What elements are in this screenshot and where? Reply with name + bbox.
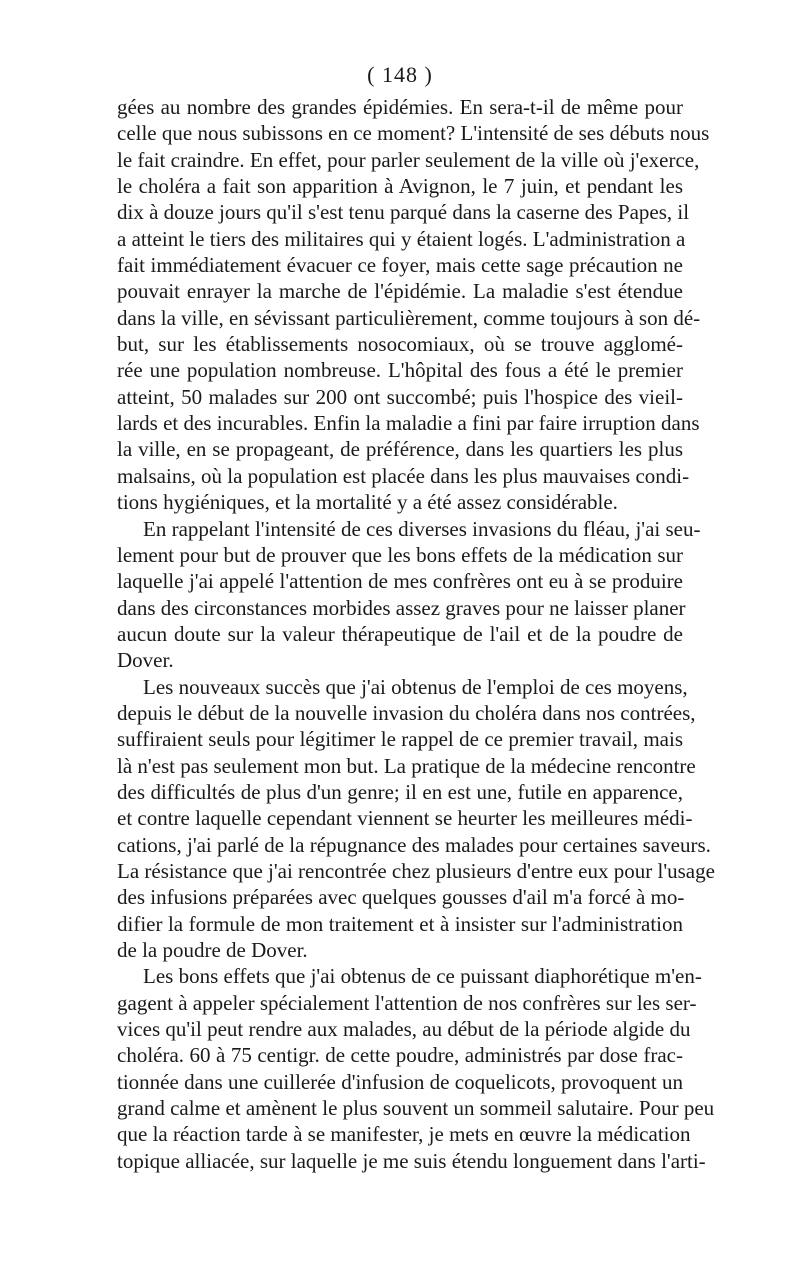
text-line: depuis le début de la nouvelle invasion du choléra dans nos contrées, [117,700,696,725]
page-number: ( 148 ) [367,62,433,87]
text-line: laquelle j'ai appelé l'attention de mes confrères ont eu à se produire [117,569,683,594]
text-line: gées au nombre des grandes épidémies. En sera-t-il de même pour [117,95,683,119]
text-line: des infusions préparées avec quelques gousses d'ail m'a forcé à mo- [117,885,685,910]
text-line: le fait craindre. En effet, pour parler seulement de la ville où j'exerce, [117,147,700,172]
text-line: que la réaction tarde à se manifester, je mets en œuvre la médication [117,1122,691,1147]
text-line: choléra. 60 à 75 centigr. de cette poudre, administrés par dose frac- [117,1043,683,1068]
text-line: La résistance que j'ai rencontrée chez plusieurs d'entre eux pour l'usage [117,858,715,883]
text-line: malsains, où la population est placée dans les plus mauvaises condi- [117,463,690,488]
text-line: cations, j'ai parlé de la répugnance des malades pour certaines saveurs. [117,832,711,857]
text-line: atteint, 50 malades sur 200 ont succombé; puis l'hospice des vieil- [117,384,683,409]
text-line: rée une population nombreuse. L'hôpital des fous a été le premier [117,358,683,383]
text-line: En rappelant l'intensité de ces diverses invasions du fléau, j'ai seu- [143,516,701,541]
text-line: la ville, en se propageant, de préférence, dans les quartiers les plus [117,437,683,462]
text-line: de la poudre de Dover. [117,938,308,962]
text-line: difier la formule de mon traitement et à insister sur l'administration [117,911,683,936]
text-line: tionnée dans une cuillerée d'infusion de coquelicots, provoquent un [117,1069,683,1094]
text-line: là n'est pas seulement mon but. La pratique de la médecine rencontre [117,753,696,778]
text-line: topique alliacée, sur laquelle je me suis étendu longuement dans l'arti- [117,1148,706,1173]
text-line: dix à douze jours qu'il s'est tenu parqué dans la caserne des Papes, il [117,200,690,225]
text-line: dans des circonstances morbides assez graves pour ne laisser planer [117,595,686,620]
text-line: aucun doute sur la valeur thérapeutique de l'ail et de la poudre de [117,621,683,646]
text-line: grand calme et amènent le plus souvent un sommeil salutaire. Pour peu [117,1096,715,1121]
text-line: Dover. [117,648,174,673]
text-line: but, sur les établissements nosocomiaux, où se trouve agglomé- [117,332,683,357]
text-line: vices qu'il peut rendre aux malades, au début de la période algide du [117,1017,691,1042]
body-text [117,94,715,1174]
text-line: Les bons effets que j'ai obtenus de ce puissant diaphorétique m'en- [143,964,702,989]
text-line: et contre laquelle cependant viennent se heurter les meilleures médi- [117,806,693,831]
text-line: tions hygiéniques, et la mortalité y a été assez considérable. [117,490,618,515]
text-line: a atteint le tiers des militaires qui y étaient logés. L'administration a [117,226,686,251]
text-line: pouvait enrayer la marche de l'épidémie. La maladie s'est étendue [117,279,683,304]
text-line: lement pour but de prouver que les bons effets de la médication sur [117,542,683,567]
text-line: gagent à appeler spécialement l'attention de nos confrères sur les ser- [117,990,697,1015]
text-line: lards et des incurables. Enfin la maladie a fini par faire irruption dans [117,411,700,436]
text-line: des difficultés de plus d'un genre; il en est une, futile en apparence, [117,779,683,804]
text-line: celle que nous subissons en ce moment? L'intensité de ses débuts nous [117,121,710,146]
text-line: le choléra a fait son apparition à Avignon, le 7 juin, et pendant les [117,174,683,199]
text-line: Les nouveaux succès que j'ai obtenus de l'emploi de ces moyens, [143,674,688,699]
text-line: fait immédiatement évacuer ce foyer, mais cette sage précaution ne [117,253,683,278]
text-line: suffiraient seuls pour légitimer le rappel de ce premier travail, mais [117,727,683,752]
text-line: dans la ville, en sévissant particulièrement, comme toujours à son dé- [117,305,701,330]
